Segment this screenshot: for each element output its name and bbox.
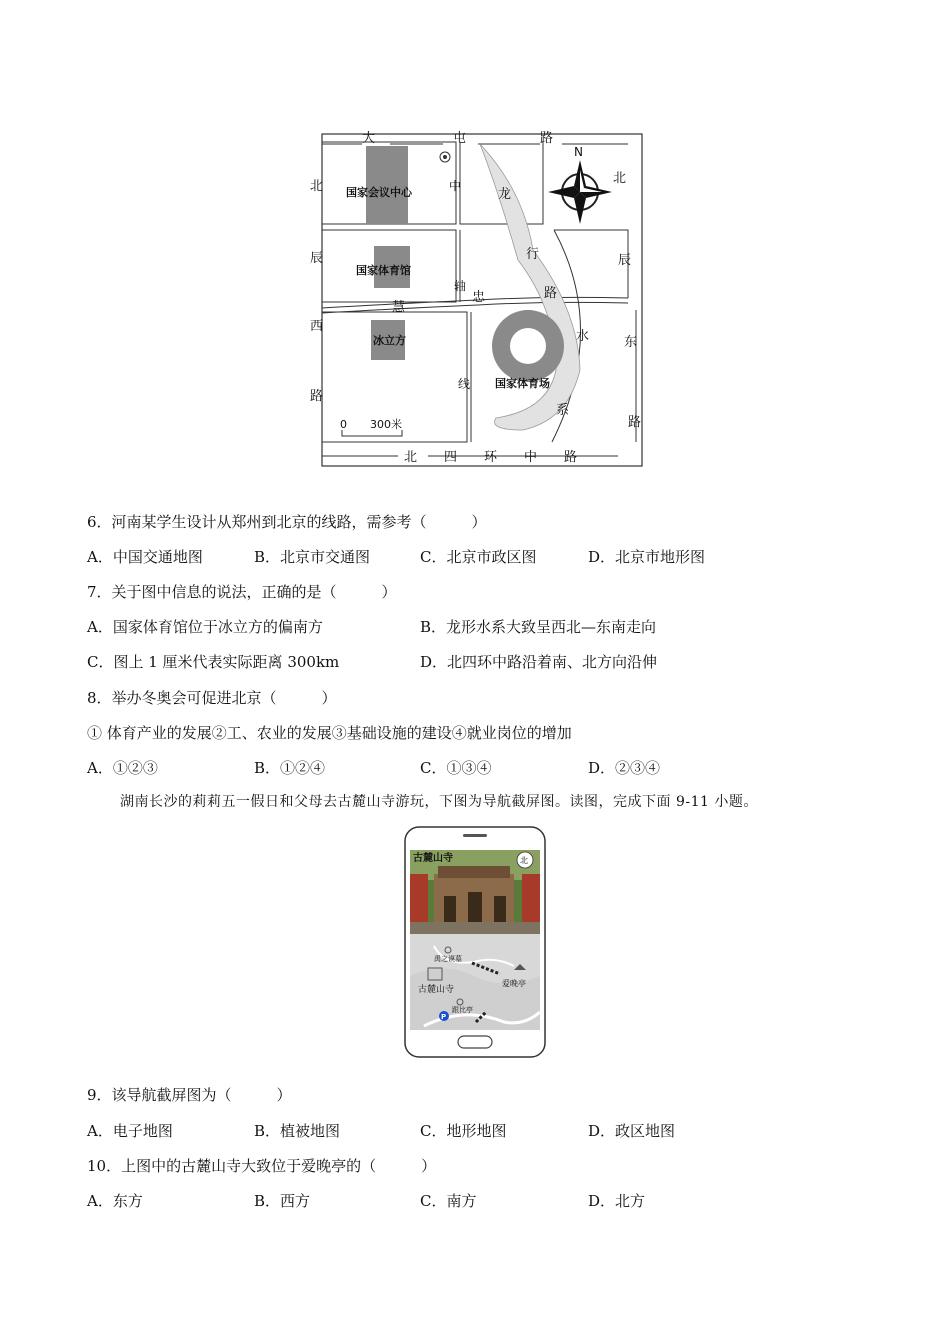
road-char: 慧 <box>392 300 406 315</box>
road-char: 环 <box>484 450 498 465</box>
q8-option-d: D．②③④ <box>588 759 661 777</box>
road-char: 路 <box>628 415 642 430</box>
road-char: 北 <box>613 171 627 186</box>
axis-char: 中 <box>449 179 462 193</box>
scale-zero: 0 <box>340 418 347 431</box>
q7-option-a: A．国家体育馆位于冰立方的偏南方 <box>87 618 323 636</box>
road-char: 路 <box>310 389 324 404</box>
parking-icon: P <box>441 1013 447 1021</box>
venue-label-ice-cube: 冰立方 <box>373 334 406 347</box>
phone-title: 古麓山寺 <box>413 853 453 864</box>
q8-option-b: B．①②④ <box>254 759 326 777</box>
q7-stem: 7．关于图中信息的说法，正确的是（ ） <box>87 583 397 601</box>
q6-option-c: C．北京市政区图 <box>420 548 537 566</box>
water-char: 行 <box>526 247 540 262</box>
road-char: 大 <box>362 131 376 146</box>
q10-option-b: B．西方 <box>254 1192 311 1210</box>
q10-option-d: D．北方 <box>588 1192 646 1210</box>
q8-items: ① 体育产业的发展②工、农业的发展③基础设施的建设④就业岗位的增加 <box>87 724 572 742</box>
intro-passage: 湖南长沙的莉莉五一假日和父母去古麓山寺游玩，下图为导航截屏图。读图，完成下面 9-11 小题。 <box>120 794 758 810</box>
q6-option-a: A．中国交通地图 <box>87 548 203 566</box>
water-char: 水 <box>576 329 590 344</box>
road-char: 忠 <box>472 290 486 305</box>
olympic-park-map <box>310 130 645 470</box>
road-char: 北 <box>404 450 418 465</box>
q8-stem: 8．举办冬奥会可促进北京（ ） <box>87 689 337 707</box>
q10-stem: 10．上图中的古麓山寺大致位于爱晚亭的（ ） <box>87 1157 437 1175</box>
q10-option-c: C．南方 <box>420 1192 477 1210</box>
map-label-temple: 古麓山寺 <box>418 985 455 995</box>
road-char: 路 <box>564 450 578 465</box>
map-label-pavilion: 爱晚亭 <box>502 979 526 988</box>
water-char: 龙 <box>498 187 512 202</box>
north-indicator: 北 <box>520 856 528 865</box>
road-char: 四 <box>444 450 458 465</box>
scale-distance: 300米 <box>370 418 402 431</box>
compass-label: N <box>574 145 583 159</box>
road-char: 东 <box>624 335 638 350</box>
road-char: 屯 <box>453 131 467 146</box>
venue-label-stadium: 国家体育场 <box>495 377 550 390</box>
q9-stem: 9．该导航截屏图为（ ） <box>87 1086 292 1104</box>
q9-option-a: A．电子地图 <box>87 1122 173 1140</box>
road-char: 辰 <box>618 253 632 268</box>
q6-stem: 6．河南某学生设计从郑州到北京的线路，需参考（ ） <box>87 513 487 531</box>
road-char: 路 <box>540 131 554 146</box>
q6-option-d: D．北京市地形图 <box>588 548 706 566</box>
road-char: 中 <box>524 450 538 465</box>
road-char: 北 <box>310 179 324 194</box>
axis-char: 线 <box>458 377 471 391</box>
q7-option-b: B．龙形水系大致呈西北—东南走向 <box>420 618 657 636</box>
road-char: 西 <box>310 319 324 334</box>
q8-option-a: A．①②③ <box>87 759 158 777</box>
q7-option-d: D．北四环中路沿着南、北方向沿伸 <box>420 653 658 671</box>
q10-option-a: A．东方 <box>87 1192 143 1210</box>
q9-option-b: B．植被地图 <box>254 1122 341 1140</box>
q6-option-b: B．北京市交通图 <box>254 548 371 566</box>
q9-option-d: D．政区地图 <box>588 1122 676 1140</box>
phone-navigation-screenshot <box>404 826 546 1058</box>
q7-option-c: C．图上 1 厘米代表实际距离 300km <box>87 653 340 671</box>
map-label-tomb: 禹之谟墓 <box>434 955 462 963</box>
axis-char: 轴 <box>454 279 467 293</box>
road-char: 辰 <box>310 251 324 266</box>
venue-label-convention: 国家会议中心 <box>346 186 412 199</box>
map-label-tower: 跟比亭 <box>452 1006 473 1014</box>
venue-label-gym: 国家体育馆 <box>356 264 411 277</box>
water-char: 系 <box>556 403 570 418</box>
road-char: 路 <box>544 286 558 301</box>
q8-option-c: C．①③④ <box>420 759 492 777</box>
q9-option-c: C．地形地图 <box>420 1122 507 1140</box>
